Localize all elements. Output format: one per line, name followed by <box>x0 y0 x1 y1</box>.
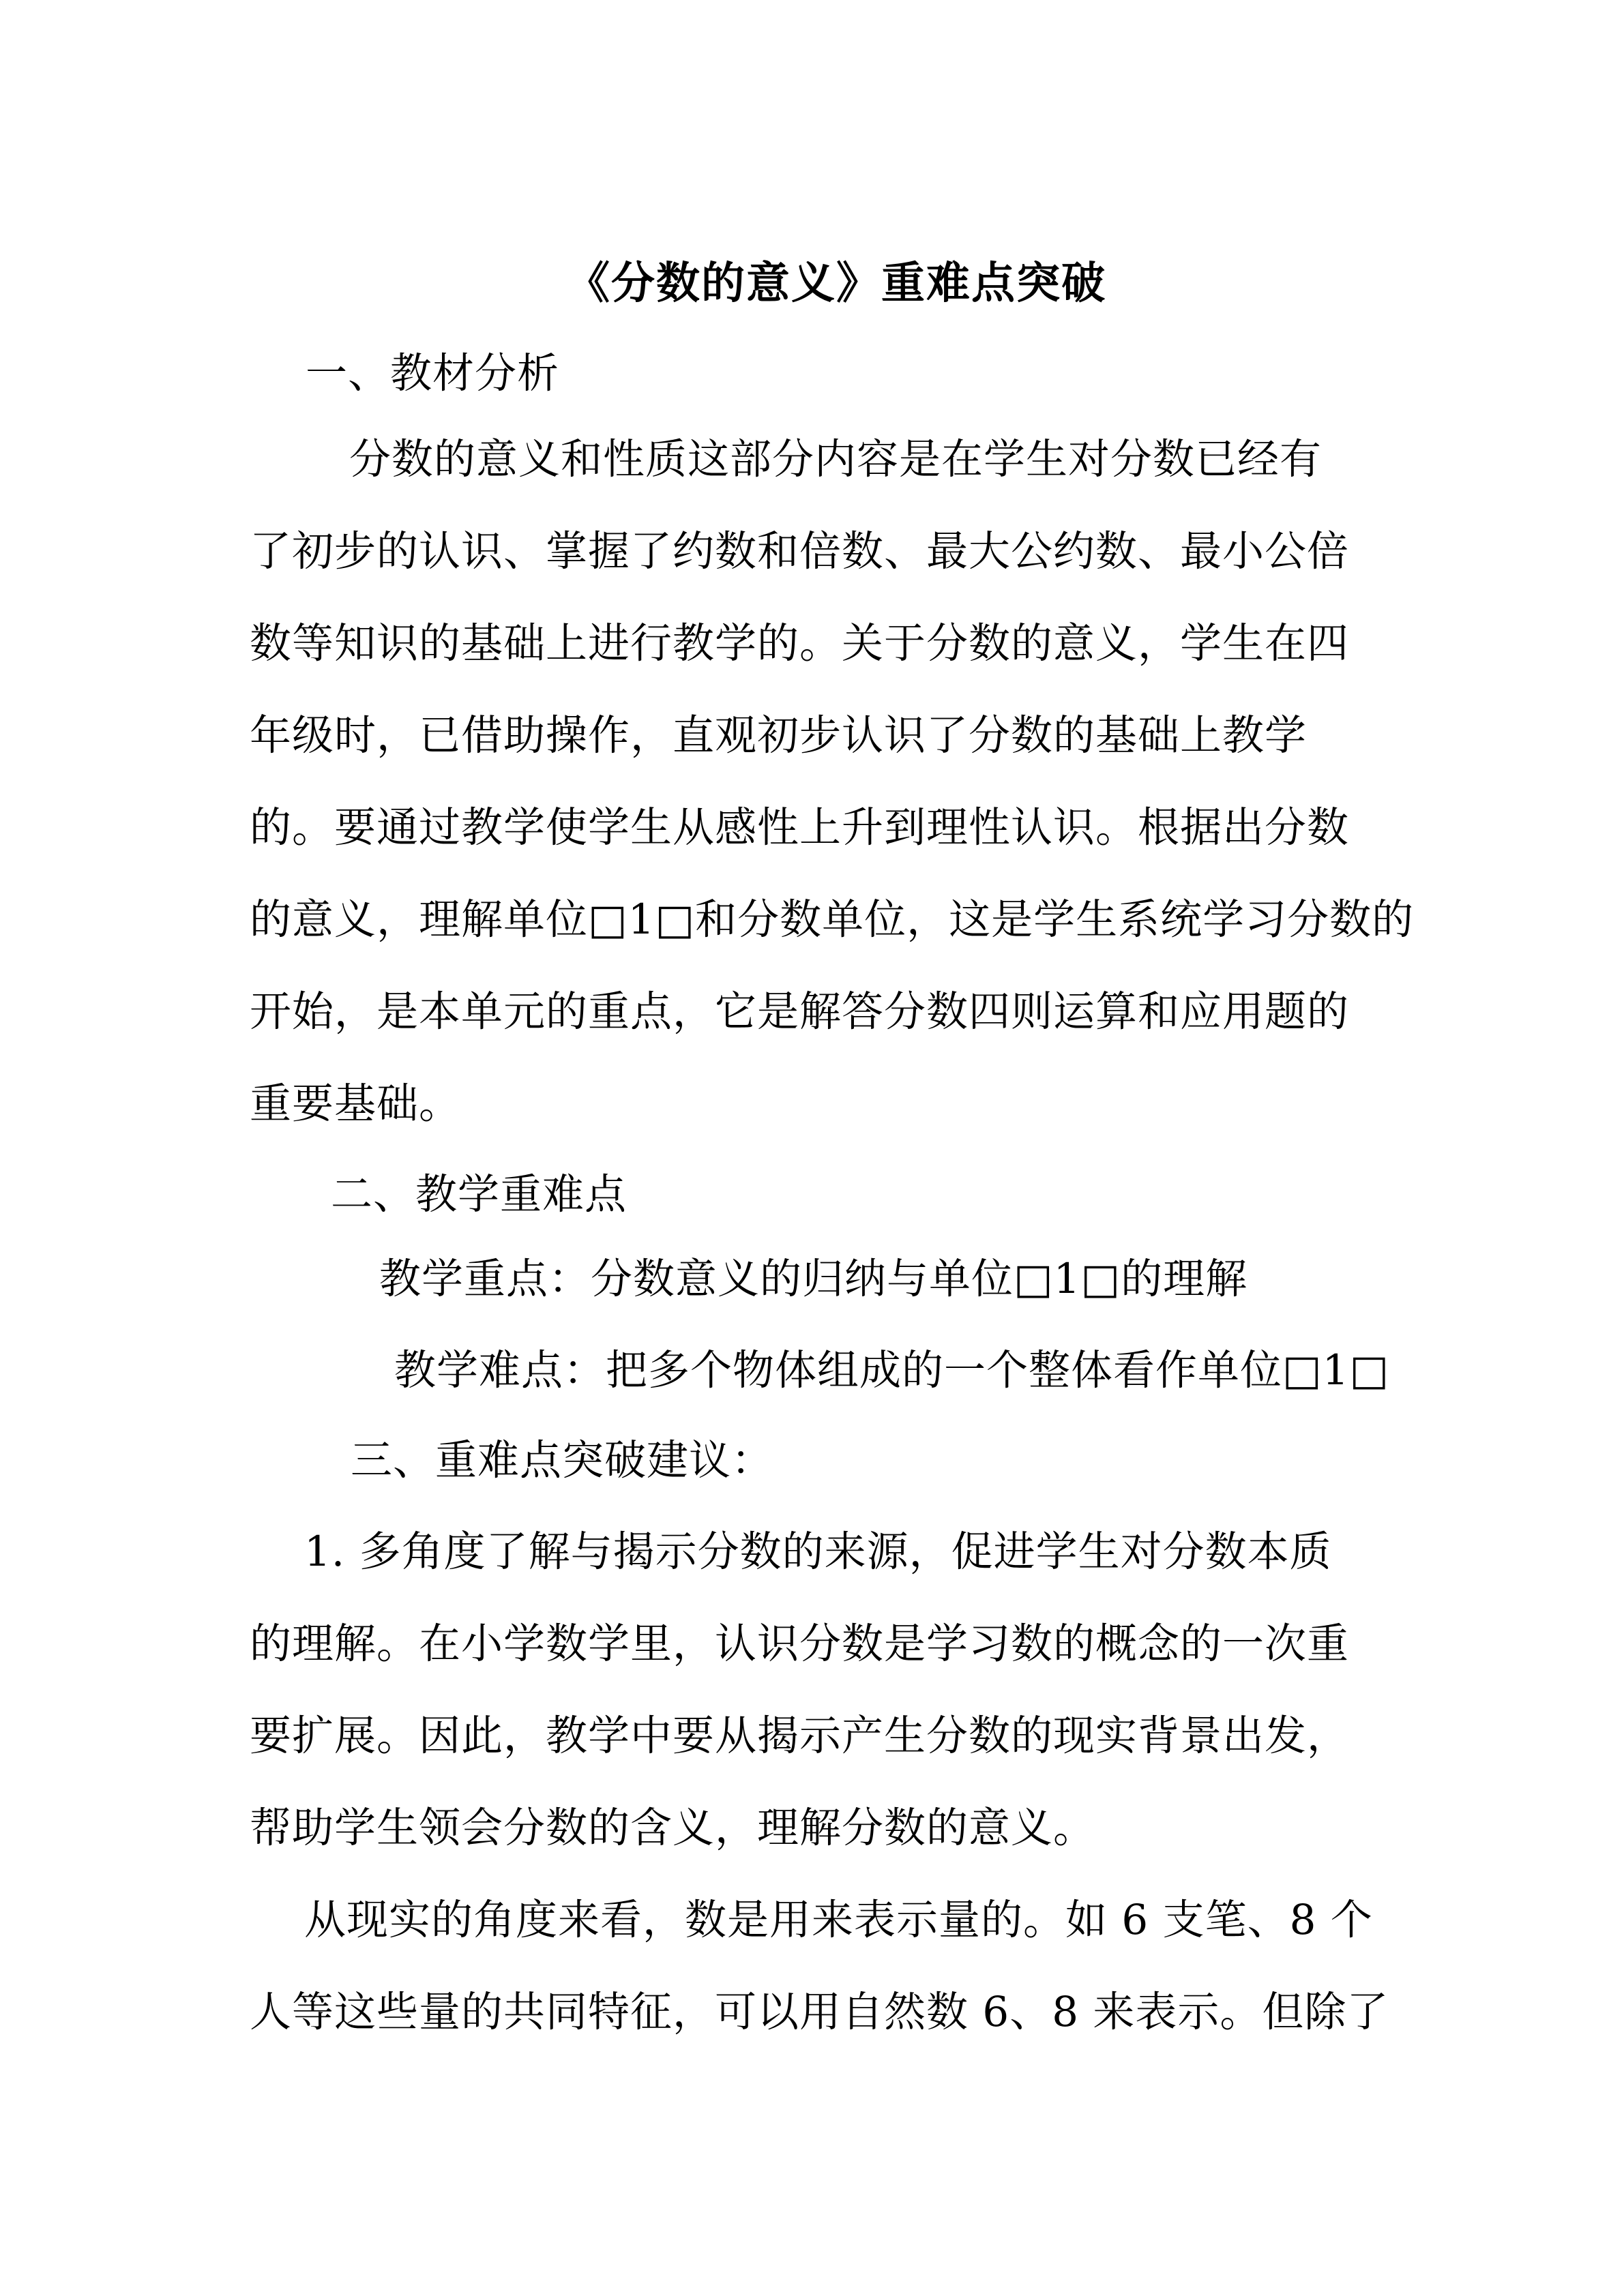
paragraph-line: 了初步的认识、掌握了约数和倍数、最大公约数、最小公倍 <box>250 527 1350 576</box>
difficult-point-line: 教学难点：把多个物体组成的一个整体看作单位□1□ <box>394 1346 1390 1395</box>
key-point-line: 教学重点：分数意义的归纳与单位□1□的理解 <box>379 1255 1248 1303</box>
section-heading-breakthrough-suggestions: 三、重难点突破建议： <box>351 1436 774 1485</box>
paragraph-line: 帮助学生领会分数的含义，理解分数的意义。 <box>250 1804 1096 1852</box>
document-title: 《分数的意义》重难点突破 <box>566 258 1106 309</box>
paragraph-line: 的理解。在小学数学里，认识分数是学习数的概念的一次重 <box>250 1620 1350 1668</box>
paragraph-line: 的。要通过教学使学生从感性上升到理性认识。根据出分数 <box>250 803 1350 852</box>
paragraph-line: 从现实的角度来看，数是用来表示量的。如 6 支笔、8 个 <box>304 1896 1373 1944</box>
paragraph-line: 人等这些量的共同特征，可以用自然数 6、8 来表示。但除了 <box>250 1988 1389 2036</box>
section-heading-key-difficult-points: 二、教学重难点 <box>331 1170 628 1219</box>
paragraph-line: 的意义，理解单位□1□和分数单位，这是学生系统学习分数的 <box>250 895 1415 944</box>
paragraph-line: 开始，是本单元的重点，它是解答分数四则运算和应用题的 <box>250 987 1350 1036</box>
paragraph-line: 分数的意义和性质这部分内容是在学生对分数已经有 <box>349 435 1323 483</box>
paragraph-line: 要扩展。因此，教学中要从揭示产生分数的现实背景出发， <box>250 1712 1350 1760</box>
section-heading-textbook-analysis: 一、教材分析 <box>306 349 560 398</box>
paragraph-line: 年级时，已借助操作，直观初步认识了分数的基础上教学 <box>250 711 1308 760</box>
paragraph-line: 数等知识的基础上进行教学的。关于分数的意义，学生在四 <box>250 619 1350 668</box>
paragraph-line: 1. 多角度了解与揭示分数的来源，促进学生对分数本质 <box>304 1527 1332 1576</box>
paragraph-line: 重要基础。 <box>250 1079 462 1128</box>
